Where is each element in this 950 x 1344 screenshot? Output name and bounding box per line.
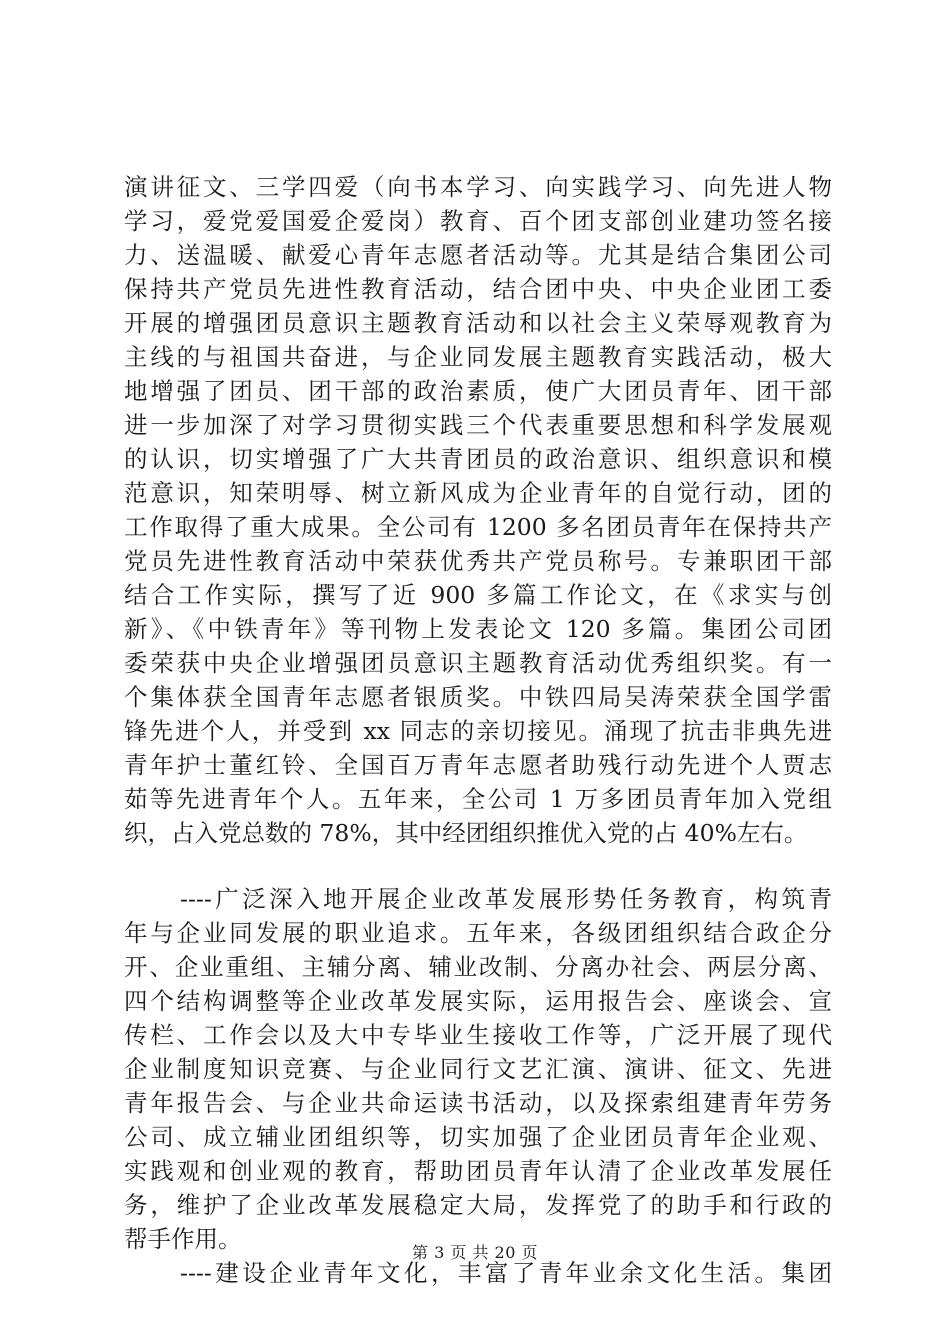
text-line: 实践观和创业观的教育，帮助团员青年认清了企业改革发展任 [124,1157,832,1185]
text-line: 开、企业重组、主辅分离、辅业改制、分离办社会、两层分离、 [124,953,832,981]
paragraph-2 [124,882,832,1256]
text-line: 新》、《中铁青年》等刊物上发表论文 120 多篇。集团公司团 [124,615,832,643]
text-line: 企业制度知识竞赛、与企业同行文艺汇演、演讲、征文、先进 [124,1055,832,1083]
text-line: 保持共产党员先进性教育活动，结合团中央、中央企业团工委 [124,275,832,303]
page-number-footer: 第 3 页 共 20 页 [412,1243,538,1262]
text-line: 锋先进个人，并受到 xx 同志的亲切接见。涌现了抗击非典先进 [124,717,832,745]
text-line: 力、送温暖、献爱心青年志愿者活动等。尤其是结合集团公司 [124,241,832,269]
text-line: 公司、成立辅业团组织等，切实加强了企业团员青年企业观、 [124,1123,832,1151]
text-line: 年与企业同发展的职业追求。五年来，各级团组织结合政企分 [124,919,832,947]
text-line: 范意识，知荣明辱、树立新风成为企业青年的自觉行动，团的 [124,479,832,507]
text-line: 党员先进性教育活动中荣获优秀共产党员称号。专兼职团干部 [124,547,832,575]
text-line: 开展的增强团员意识主题教育活动和以社会主义荣辱观教育为 [124,309,832,337]
text-line: 结合工作实际，撰写了近 900 多篇工作论文，在《求实与创 [124,581,832,609]
text-line: ----建设企业青年文化，丰富了青年业余文化生活。集团 [180,1259,832,1287]
text-line: 主线的与祖国共奋进，与企业同发展主题教育实践活动，极大 [124,343,832,371]
text-line: 进一步加深了对学习贯彻实践三个代表重要思想和科学发展观 [124,411,832,439]
text-line: 工作取得了重大成果。全公司有 1200 多名团员青年在保持共产 [124,513,832,541]
document-body [124,170,832,1290]
text-line: 传栏、工作会以及大中专毕业生接收工作等，广泛开展了现代 [124,1021,832,1049]
text-line: 地增强了团员、团干部的政治素质，使广大团员青年、团干部 [124,377,832,405]
text-line: 帮手作用。 [124,1225,242,1253]
text-line: ----广泛深入地开展企业改革发展形势任务教育，构筑青 [180,885,832,913]
text-line: 委荣获中央企业增强团员意识主题教育活动优秀组织奖。有一 [124,649,832,677]
text-line: 青年报告会、与企业共命运读书活动，以及探索组建青年劳务 [124,1089,832,1117]
text-line: 学习，爱党爱国爱企爱岗）教育、百个团支部创业建功签名接 [124,207,832,235]
text-line: 茹等先进青年个人。五年来，全公司 1 万多团员青年加入党组 [124,785,832,813]
text-line: 四个结构调整等企业改革发展实际，运用报告会、座谈会、宣 [124,987,832,1015]
text-line: 务，维护了企业改革发展稳定大局，发挥党了的助手和行政的 [124,1191,832,1219]
text-line: 个集体获全国青年志愿者银质奖。中铁四局吴涛荣获全国学雷 [124,683,832,711]
paragraph-1 [124,170,832,850]
text-line: 青年护士董红铃、全国百万青年志愿者助残行动先进个人贾志 [124,751,832,779]
text-line: 织，占入党总数的 78%，其中经团组织推优入党的占 40%左右。 [124,819,808,847]
paragraph-spacer [124,850,832,882]
text-line: 的认识，切实增强了广大共青团员的政治意识、组织意识和模 [124,445,832,473]
text-line: 演讲征文、三学四爱（向书本学习、向实践学习、向先进人物 [124,173,832,201]
